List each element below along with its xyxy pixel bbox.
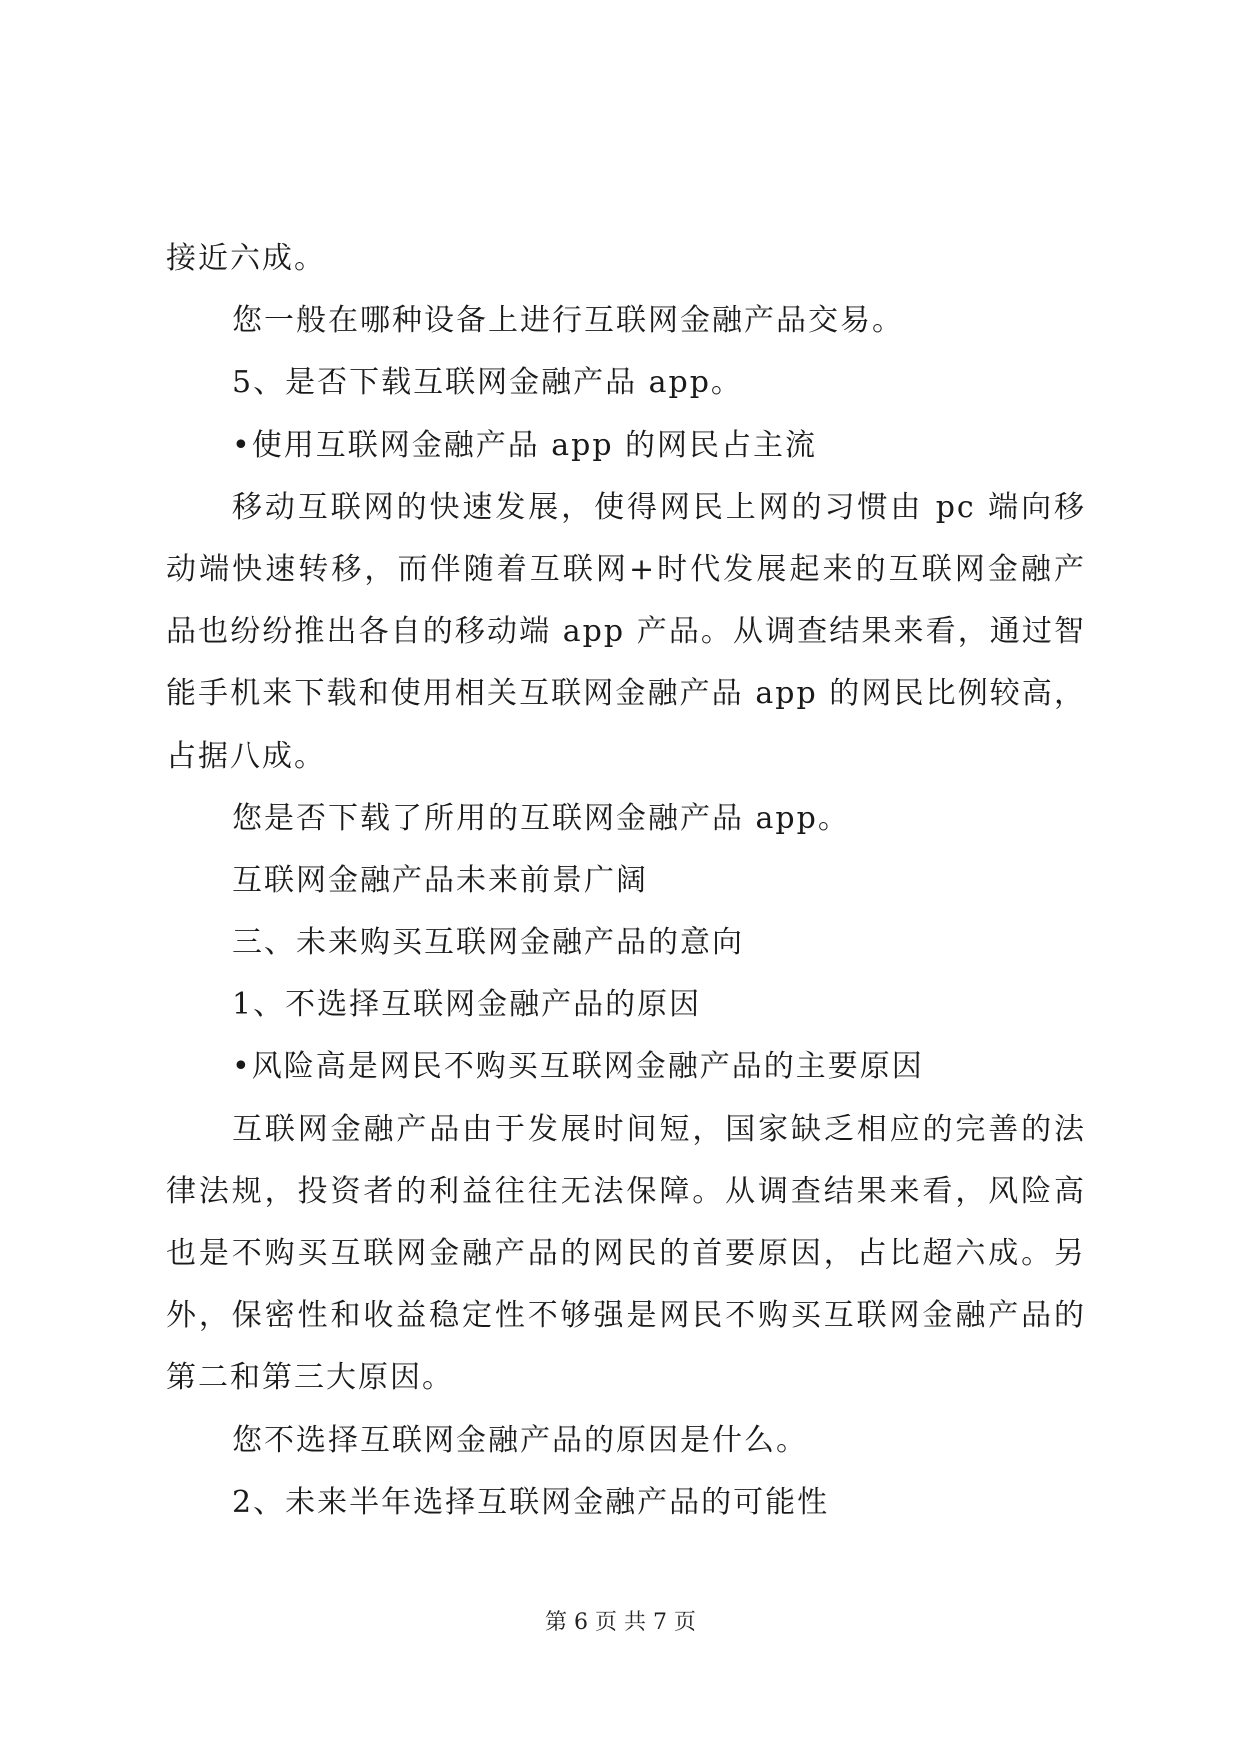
text-line: 外，保密性和收益稳定性不够强是网民不购买互联网金融产品的	[166, 1298, 1086, 1334]
text-line: 三、未来购买互联网金融产品的意向	[232, 925, 744, 961]
text-line: 接近六成。	[166, 241, 326, 276]
text-line: 您一般在哪种设备上进行互联网金融产品交易。	[232, 303, 904, 339]
text-line: 互联网金融产品由于发展时间短，国家缺乏相应的完善的法	[232, 1111, 1086, 1147]
text-line: •使用互联网金融产品 app 的网民占主流	[232, 427, 818, 463]
text-line: 第二和第三大原因。	[166, 1360, 454, 1396]
text-line: 占据八成。	[166, 738, 326, 774]
text-line: 律法规，投资者的利益往往无法保障。从调查结果来看，风险高	[166, 1173, 1086, 1209]
text-line: 您不选择互联网金融产品的原因是什么。	[232, 1422, 808, 1458]
text-line: 2、未来半年选择互联网金融产品的可能性	[232, 1484, 830, 1520]
text-line: 品也纷纷推出各自的移动端 app 产品。从调查结果来看，通过智	[166, 614, 1086, 650]
text-line: 动端快速转移，而伴随着互联网+时代发展起来的互联网金融产	[166, 551, 1086, 587]
text-line: 5、是否下载互联网金融产品 app。	[232, 365, 743, 401]
text-line: 您是否下载了所用的互联网金融产品 app。	[232, 800, 850, 836]
text-line: 能手机来下载和使用相关互联网金融产品 app 的网民比例较高，	[166, 676, 1086, 712]
text-line: 互联网金融产品未来前景广阔	[232, 862, 648, 898]
text-line: 也是不购买互联网金融产品的网民的首要原因，占比超六成。另	[166, 1236, 1086, 1271]
document-body	[166, 228, 1086, 1534]
page-footer: 第 6 页 共 7 页	[545, 1610, 696, 1635]
text-line: 移动互联网的快速发展，使得网民上网的习惯由 pc 端向移	[232, 489, 1086, 525]
text-line: •风险高是网民不购买互联网金融产品的主要原因	[232, 1049, 924, 1085]
text-line: 1、不选择互联网金融产品的原因	[232, 987, 702, 1023]
